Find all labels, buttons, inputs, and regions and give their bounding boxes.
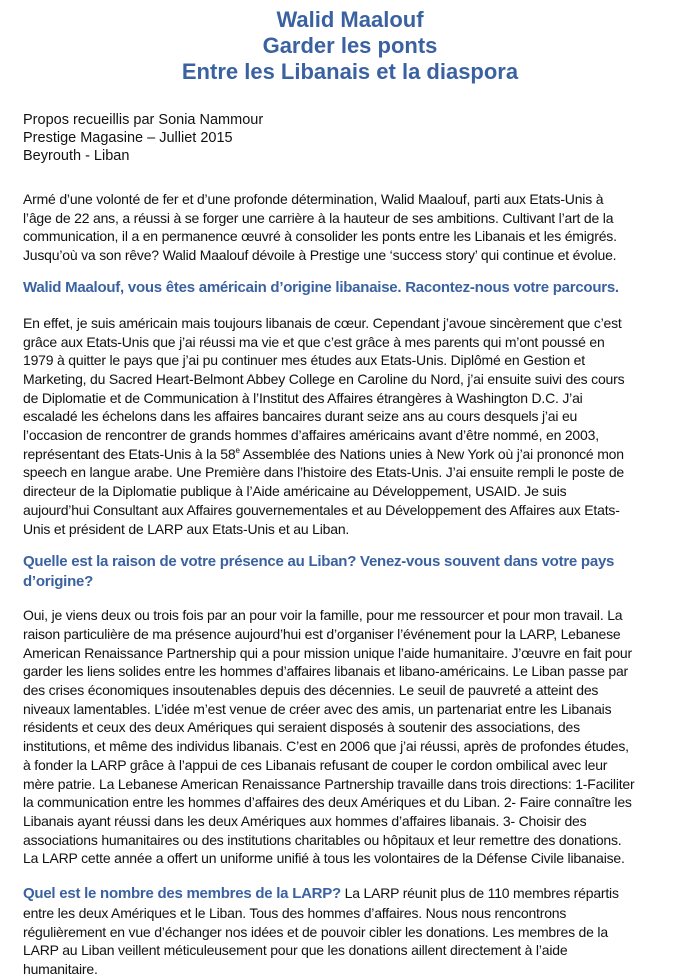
text-line: de Diplomatie et de Communication à l’Institut des Affaires étrangères à Washington D.C. J’ai [23, 389, 583, 406]
text-line: humanitaire. [23, 960, 98, 977]
answer-2 [23, 606, 688, 868]
text-line: escaladé les échelons dans les affaires bancaires durant seize ans au cours desquels j’ai eu [23, 408, 578, 425]
answer-1 [23, 314, 688, 538]
text-line: associations humanitaires ou des institutions charitables ou hôpitaux et leur remettre des donations. [23, 831, 622, 848]
text-line: communication, il a en permanence œuvré à consolider les ponts entre les Libanais et les émigrés. [23, 228, 617, 245]
text-line: En effet, je suis américain mais toujours libanais de cœur. Cependant j’avoue sincèrement que c’est [23, 314, 622, 331]
text-fragment: représentant des Etats-Unis à la 58 [23, 445, 236, 462]
text-line: LARP au Liban veillent méticuleusement pour que les donations aillent directement à l’aide [23, 942, 568, 959]
text-line [23, 445, 688, 464]
text-line: la communication entre les hommes d’affaires des deux Amériques et du Liban. 2- Faire connaître les [23, 794, 632, 811]
title-line: Entre les Libanais et la diaspora [181, 59, 519, 84]
article [0, 7, 700, 979]
text-line: American Renaissance Partnership qui a pour mission unique l’aide humanitaire. J’œuvre en fait pour [23, 644, 632, 661]
text-line: l’âge de 22 ans, a réussi à se forger une carrière à la hauteur de ses ambitions. Cultivant l’art de la [23, 209, 614, 226]
question-text: Quel est le nombre des membres de la LARP? [23, 885, 341, 903]
text-line: résidents et ceux des deux Amériques qui seraient disposés à soutenir des associations, des [23, 719, 580, 736]
text-line: mère patrie. La Lebanese American Renaissance Partnership travaille dans trois directions: 1-Faciliter [23, 775, 635, 792]
text-line: institutions, et même des individus libanais. C’est en 2006 que j’ai réussi, après de profondes études, [23, 738, 629, 755]
text-line: Jusqu’où va son rêve? Walid Maalouf dévoile à Prestige une ‘success story’ qui continue et évolue. [23, 247, 617, 264]
text-line: à fonder la LARP grâce à l’appui de ces Libanais refusant de couper le cordon ombilical avec leur [23, 756, 608, 773]
title-line: Garder les ponts [262, 33, 438, 58]
text-fragment: La LARP réunit plus de 110 membres répartis [340, 885, 619, 902]
byline-author: Propos recueillis par Sonia Nammour [23, 112, 264, 128]
text-line: directeur de la Diplomatie publique à l’Aide américaine au Développement, USAID. Je suis [23, 483, 567, 500]
byline [23, 111, 700, 165]
text-fragment: Assemblée des Nations unies à New York où j’ai prononcé mon [239, 445, 624, 462]
text-line: niveaux lamentables. L’idée m’est venue de créer avec des amis, un partenariat entre les Libanais [23, 700, 612, 717]
text-line: grâce aux Etats-Unis que j’ai réussi ma vie et que c’est grâce à mes parents qui m’ont poussé en [23, 333, 605, 350]
question-text: Walid Maalouf, vous êtes américain d’origine libanaise. Racontez-nous votre parcours. [23, 278, 619, 296]
text-line [23, 884, 688, 904]
text-line: Libanais ayant réussi dans les deux Amériques aux hommes d’affaires libanais. 3- Choisir des [23, 812, 587, 829]
byline-location: Beyrouth - Liban [23, 148, 130, 164]
text-line: Armé d’une volonté de fer et d’une profonde détermination, Walid Maalouf, parti aux Etats-Unis à [23, 191, 604, 207]
question-2 [23, 552, 688, 592]
text-line: La LARP cette année a offert un uniforme unifié à tous les volontaires de la Défense Civile libanaise. [23, 850, 625, 867]
title-line: Walid Maalouf [276, 7, 424, 32]
question-1 [23, 278, 688, 297]
intro-paragraph [23, 190, 688, 265]
superscript: e [235, 445, 240, 455]
text-line: des crises économiques insoutenables depuis des décennies. Le seuil de pauvreté a atteint des [23, 682, 599, 699]
text-line: entre les deux Amériques et le Liban. Tous des hommes d’affaires. Nous nous rencontrons [23, 904, 567, 921]
byline-publication: Prestige Magasine – Julliet 2015 [23, 130, 233, 146]
question-3-answer [23, 884, 688, 979]
text-line: speech en langue arabe. Une Première dans l’histoire des Etats-Unis. J’ai ensuite rempli le poste de [23, 464, 625, 481]
text-line: régulièrement en vue d’échanger nos idées et de pouvoir cibler les donations. Les membres de la [23, 923, 608, 940]
question-text: Quelle est la raison de votre présence au Liban? Venez-vous souvent dans votre pays [23, 553, 615, 571]
question-text: d’origine? [23, 573, 93, 591]
text-line: aujourd’hui Consultant aux Affaires gouvernementales et au Développement des Affaires aux Etats- [23, 501, 620, 518]
text-line: Unis et président de LARP aux Etats-Unis et au Liban. [23, 520, 350, 537]
text-line: garder les liens solides entre les hommes d’affaires libanais et libano-américains. Le Liban passe par [23, 663, 629, 680]
text-line: Oui, je viens deux ou trois fois par an pour voir la famille, pour me ressourcer et pour mon travail. La [23, 607, 623, 624]
article-title [0, 7, 700, 85]
text-line: Marketing, du Sacred Heart-Belmont Abbey College en Caroline du Nord, j’ai ensuite suivi des cours [23, 370, 625, 387]
text-line: raison particulière de ma présence aujourd’hui est d’organiser l’événement pour la LARP, Lebanese [23, 625, 621, 642]
text-line: l’occasion de rencontrer de grands hommes d’affaires américains avant d’être nommé, en 2003, [23, 427, 599, 444]
text-line: 1979 à quitter le pays que j’ai pu continuer mes études aux Etats-Unis. Diplômé en Gestion et [23, 352, 585, 369]
